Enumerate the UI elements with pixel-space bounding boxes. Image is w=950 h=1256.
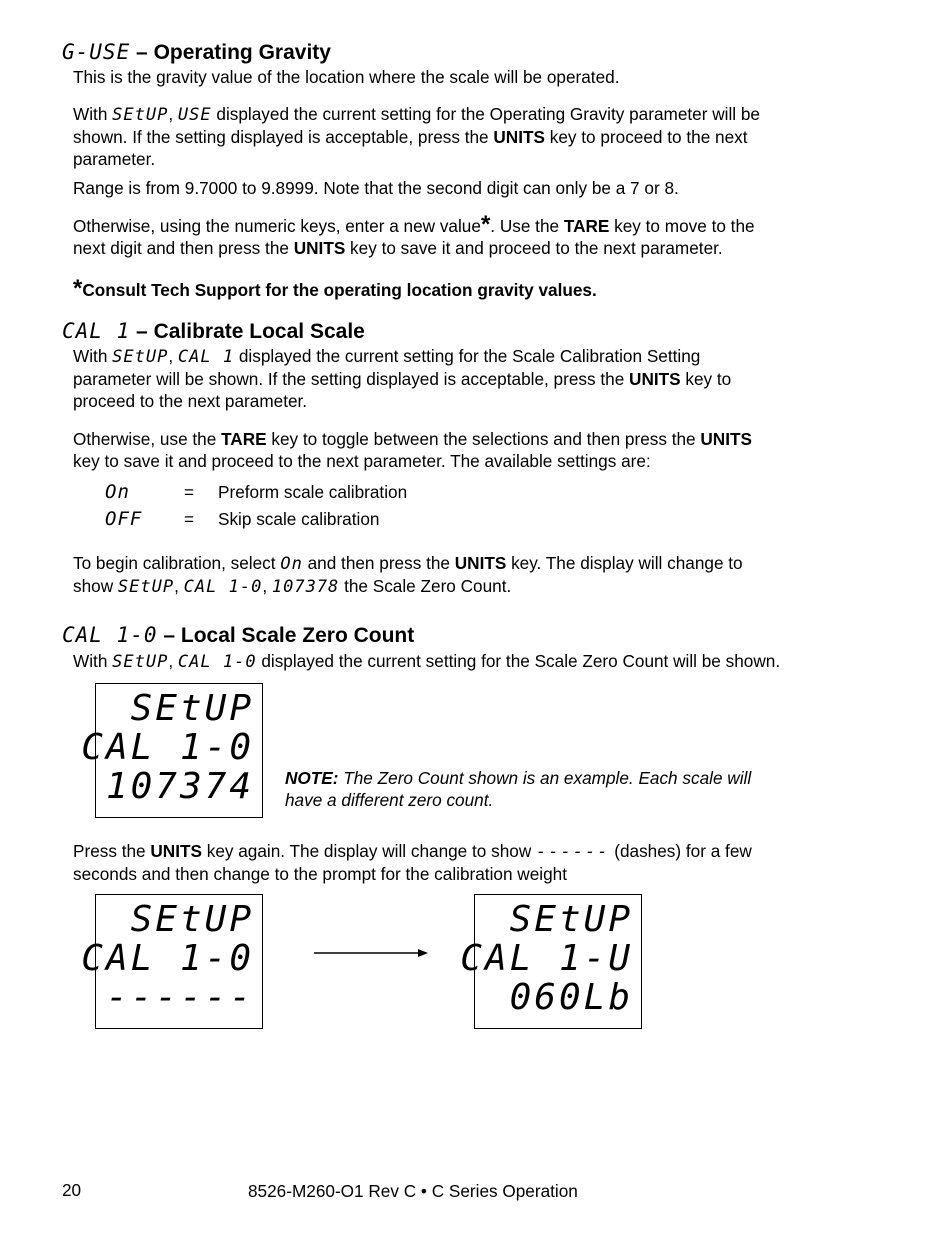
- lcd-display-calibration-weight: [460, 894, 642, 1029]
- section-title: – Calibrate Local Scale: [130, 320, 365, 343]
- display-dashes: ------: [536, 842, 610, 862]
- units-key: UNITS: [700, 429, 752, 449]
- units-key: UNITS: [493, 127, 545, 147]
- display-code: CAL 1-0: [177, 652, 257, 672]
- section-code: CAL 1: [62, 319, 131, 343]
- paragraph: This is the gravity value of the location where the scale will be operated.: [73, 67, 620, 87]
- note: NOTE: The Zero Count shown is an example. Each scale will have a different zero count.: [285, 768, 752, 810]
- lcd-line: CAL 1-0: [81, 938, 254, 979]
- lcd-line: 107374: [105, 766, 254, 807]
- lcd-line: ------: [105, 977, 254, 1018]
- settings-row: [105, 508, 525, 535]
- paragraph: Otherwise, use the TARE key to toggle between the selections and then press the UNITS key to save it and proceed to the next parameter. The available settings are:: [73, 429, 752, 471]
- units-key: UNITS: [629, 369, 681, 389]
- section-heading-local-scale-zero-count: [62, 623, 414, 648]
- setting-description: Preform scale calibration: [218, 482, 408, 502]
- lcd-display-dashes: [81, 894, 263, 1029]
- paragraph: With SEtUP, CAL 1 displayed the current setting for the Scale Calibration Setting parameter will be shown. If the setting displayed is acceptable, press the UNITS key to proceed to the next parameter.: [73, 346, 732, 411]
- lcd-line: SEtUP: [130, 899, 254, 940]
- asterisk: *: [73, 275, 83, 302]
- units-key: UNITS: [454, 553, 507, 573]
- setting-description: Skip scale calibration: [218, 509, 380, 529]
- display-code: SEtUP: [112, 652, 169, 672]
- equals-sign: =: [184, 509, 195, 529]
- tare-key: TARE: [563, 216, 610, 236]
- section-code: G-USE: [62, 40, 131, 64]
- paragraph: To begin calibration, select On and then press the UNITS key. The display will change to show SEtUP, CAL 1-0, 107378 the Scale Zero Count.: [73, 553, 743, 597]
- equals-sign: =: [184, 482, 195, 502]
- lcd-line: 060Lb: [509, 977, 633, 1018]
- setting-code: OFF: [105, 508, 143, 530]
- arrow-right-icon: [314, 946, 430, 960]
- paragraph: Press the UNITS key again. The display will change to show ------ (dashes) for a few seconds and then change to the prompt for the calibration weight: [73, 841, 752, 884]
- units-key: UNITS: [150, 841, 202, 861]
- lcd-line: CAL 1-U: [460, 938, 633, 979]
- display-code: SEtUP: [117, 577, 175, 597]
- settings-row: [105, 481, 525, 508]
- section-heading-operating-gravity: [62, 40, 331, 65]
- settings-list: [105, 481, 525, 535]
- display-code: SEtUP: [112, 105, 169, 125]
- tare-key: TARE: [221, 429, 267, 449]
- note-label: NOTE:: [285, 768, 339, 788]
- section-title: – Operating Gravity: [130, 41, 331, 64]
- lcd-line: CAL 1-0: [81, 727, 254, 768]
- section-heading-calibrate-local-scale: [62, 319, 365, 344]
- display-code: SEtUP: [112, 347, 169, 367]
- paragraph: Range is from 9.7000 to 9.8999. Note that the second digit can only be a 7 or 8.: [73, 178, 679, 198]
- paragraph: Otherwise, using the numeric keys, enter a new value*. Use the TARE key to move to the next digit and then press the UNITS key to save it and proceed to the next parameter.: [73, 211, 755, 258]
- display-code: 107378: [271, 577, 340, 597]
- document-title: 8526-M260-O1 Rev C • C Series Operation: [248, 1181, 578, 1201]
- display-code: CAL 1-0: [183, 577, 263, 597]
- section-title: – Local Scale Zero Count: [157, 624, 415, 647]
- asterisk: *: [480, 211, 491, 238]
- lcd-line: SEtUP: [509, 899, 633, 940]
- page-number: 20: [62, 1180, 82, 1200]
- units-key: UNITS: [293, 238, 346, 258]
- lcd-line: SEtUP: [130, 688, 254, 729]
- footnote: *Consult Tech Support for the operating location gravity values.: [73, 275, 597, 302]
- paragraph: With SEtUP, USE displayed the current setting for the Operating Gravity parameter will be shown. If the setting displayed is acceptable, press the UNITS key to proceed to the next parameter.: [73, 104, 760, 169]
- lcd-display-zero-count: [81, 683, 263, 818]
- display-code: CAL 1: [177, 347, 235, 367]
- setting-code: On: [105, 481, 130, 503]
- display-code: USE: [177, 105, 212, 125]
- paragraph: With SEtUP, CAL 1-0 displayed the current setting for the Scale Zero Count will be shown.: [73, 651, 781, 672]
- display-code: On: [280, 554, 303, 574]
- section-code: CAL 1-0: [62, 623, 158, 647]
